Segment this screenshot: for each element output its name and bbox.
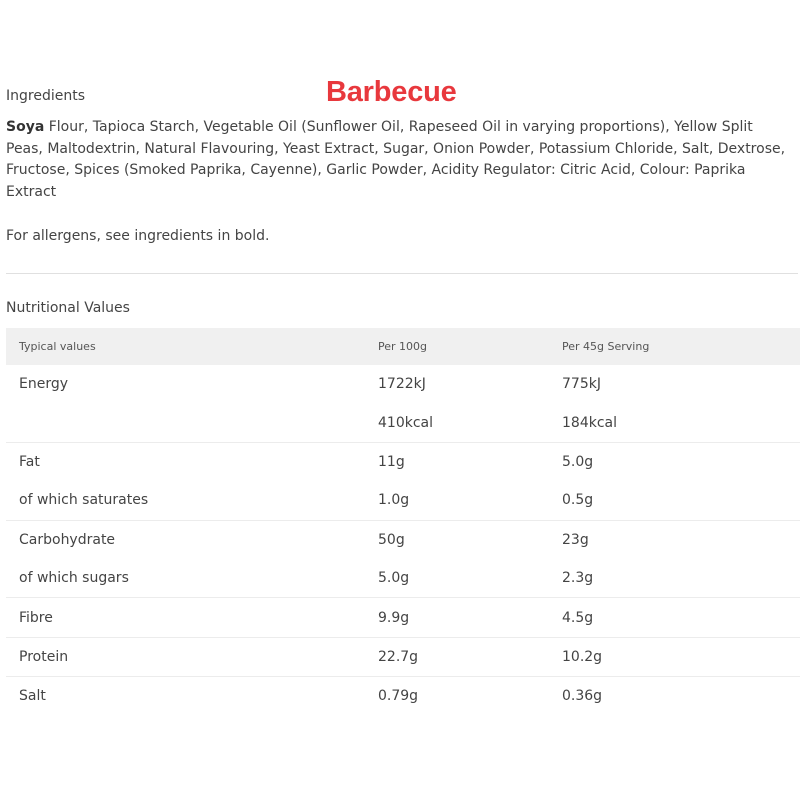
table-row: [6, 442, 800, 481]
per-serving-value: 4.5g: [562, 598, 800, 637]
per-serving-value: 23g: [562, 531, 589, 548]
per-serving-value: 2.3g: [562, 559, 800, 598]
row-label: of which sugars: [6, 559, 378, 598]
per-100g-value: 410kcal: [378, 403, 562, 442]
column-header-per-serving: Per 45g Serving: [562, 340, 650, 353]
per-100g-value: 1722kJ: [378, 376, 426, 393]
allergen-note: For allergens, see ingredients in bold.: [6, 228, 270, 244]
per-serving-value: 775kJ: [562, 376, 601, 393]
per-serving-value: 184kcal: [562, 403, 800, 442]
row-label: Salt: [19, 688, 46, 705]
row-label: [6, 403, 378, 442]
table-row: [6, 365, 800, 403]
per-100g-value: 1.0g: [378, 481, 562, 520]
table-row: [6, 559, 800, 598]
ingredients-list-text: Flour, Tapioca Starch, Vegetable Oil (Sunflower Oil, Rapeseed Oil in varying proportions), Yellow Split Peas, Maltodextrin, Natural Flavouring, Yeast Extract, Sugar, Onion Powder, Potassium Chloride, Salt, Dextrose, Fructose, Spices (Smoked Paprika, Cayenne), Garlic Powder, Acidity Regulator: Citric Acid, Colour: Paprika Extract: [6, 119, 786, 200]
nutrition-table: [6, 328, 800, 716]
per-100g-value: 9.9g: [378, 598, 562, 637]
flavour-title: Barbecue: [326, 76, 457, 108]
per-100g-value: 22.7g: [378, 637, 562, 676]
allergen-soya: Soya: [6, 119, 45, 135]
row-label: Carbohydrate: [19, 531, 116, 548]
table-row: [6, 677, 800, 716]
row-label: Energy: [19, 376, 69, 393]
ingredients-list: [6, 117, 792, 203]
per-100g-value: 50g: [378, 531, 405, 548]
table-row: [6, 598, 800, 637]
per-serving-value: 0.36g: [562, 688, 603, 705]
row-label: Protein: [6, 637, 378, 676]
nutrition-table-header: [6, 328, 800, 365]
row-label: Fat: [19, 453, 40, 470]
per-serving-value: 10.2g: [562, 637, 800, 676]
per-serving-value: 0.5g: [562, 481, 800, 520]
column-header-per-100g: Per 100g: [378, 340, 428, 353]
column-header-typical-values: Typical values: [19, 340, 96, 353]
table-row: [6, 481, 800, 520]
row-label: Fibre: [6, 598, 378, 637]
per-serving-value: 5.0g: [562, 453, 594, 470]
table-row: [6, 520, 800, 559]
section-divider: [6, 273, 798, 274]
table-row: [6, 637, 800, 676]
per-100g-value: 11g: [378, 453, 405, 470]
table-row: [6, 403, 800, 442]
nutrition-heading: Nutritional Values: [6, 300, 130, 316]
per-100g-value: 5.0g: [378, 559, 562, 598]
ingredients-heading: Ingredients: [6, 88, 85, 104]
row-label: of which saturates: [6, 481, 378, 520]
per-100g-value: 0.79g: [378, 688, 419, 705]
